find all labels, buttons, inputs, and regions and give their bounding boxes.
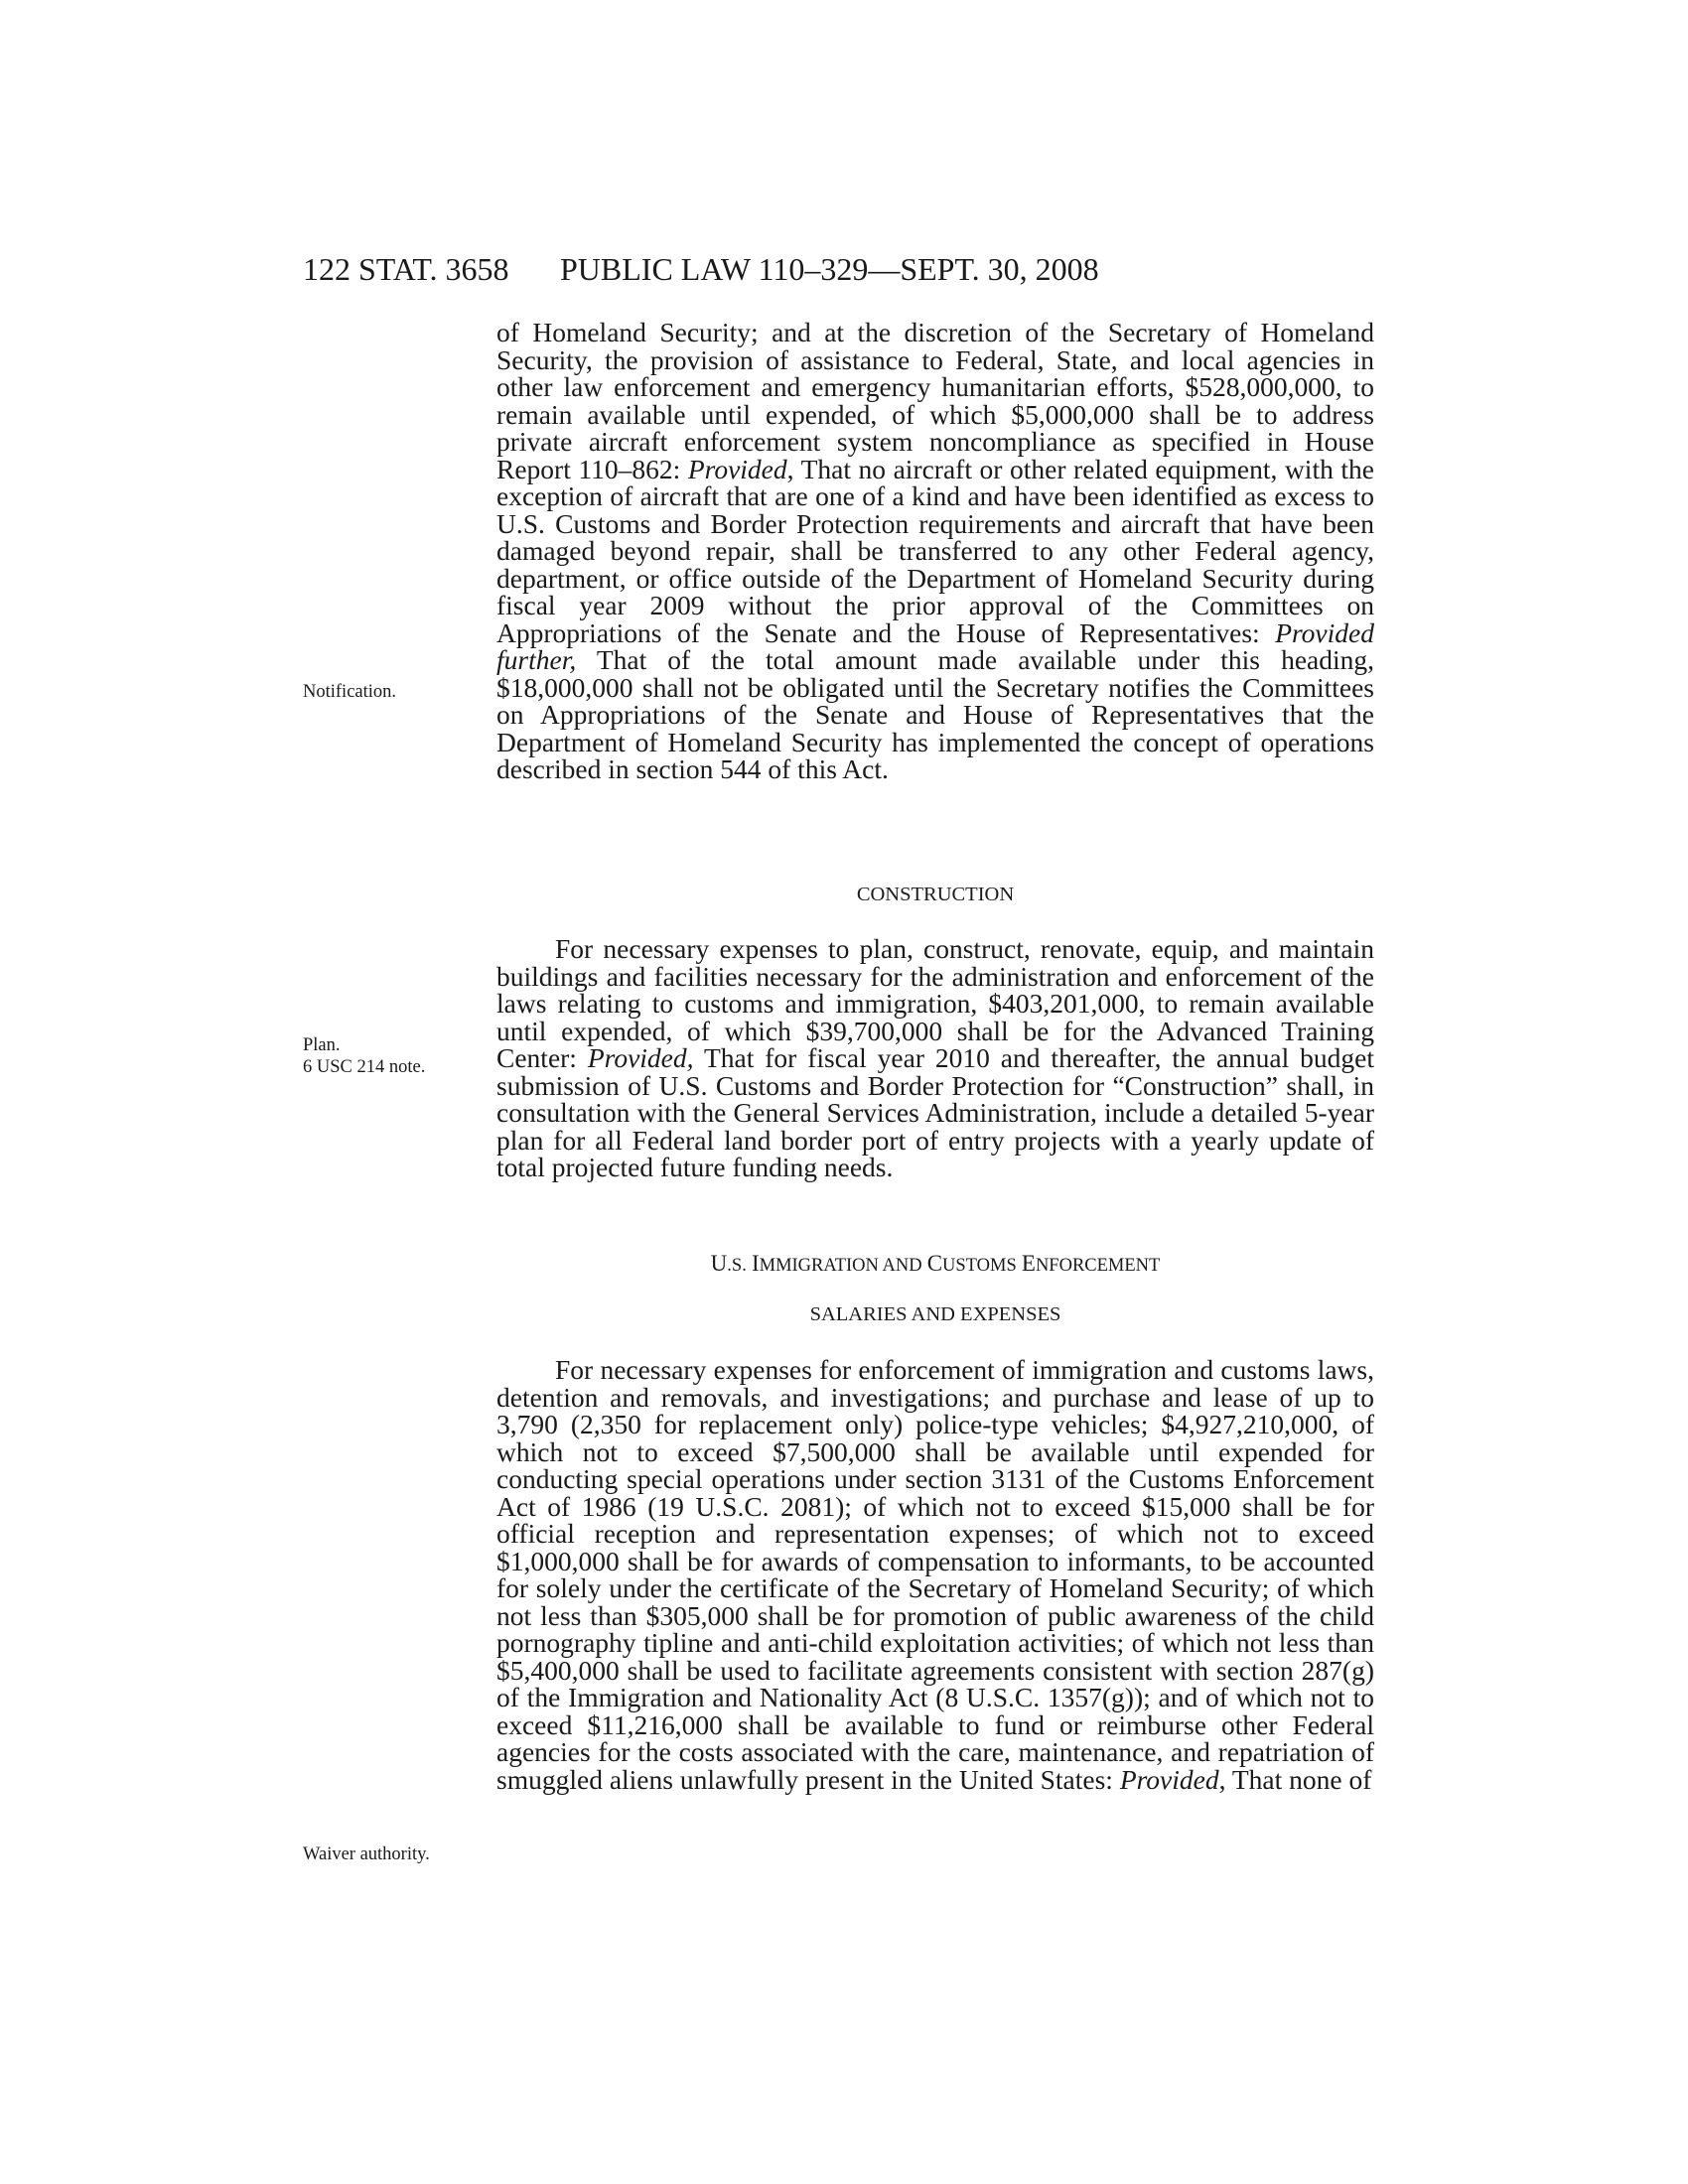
paragraph-text: For necessary expenses for enforcement of immigration and customs laws, detention and removals, and investigations; and purchase and lease of up to 3,790 (2,350 for replacement only) police-type vehicles; $4,927,210,000, of which not to exceed $7,500,000 shall be available until expended for conducting special operations under section 3131 of the Customs Enforcement Act of 1986 (19 U.S.C. 2081); of which not to exceed $15,000 shall be for official reception and representation expenses; of which not to exceed $1,000,000 shall be for awards of compensation to informants, to be accounted for solely under the certificate of the Secretary of Homeland Security; of which not less than $305,000 shall be for promotion of public awareness of the child pornography tipline and anti-child exploitation activities; of which not less than $5,400,000 shall be used to facilitate agreements consistent with section 287(g) of the Immigration and Nationality Act (8 U.S.C. 1357(g)); and of which not to exceed $11,216,000 shall be available to fund or reimburse other Federal agencies for the costs associated with the care, maintenance, and repatriation of smuggled aliens unlawfully present in the United States: Provided, That none of: [496, 1354, 1374, 1795]
paragraph-salaries: [496, 1356, 1374, 1793]
heading-construction: CONSTRUCTION: [856, 884, 1015, 905]
margin-note-usc: 6 USC 214 note.: [303, 1057, 426, 1077]
heading-salaries: SALARIES AND EXPENSES: [809, 1303, 1061, 1325]
paragraph-construction: [496, 935, 1374, 1181]
page-number: 122 STAT. 3658: [303, 251, 509, 287]
page-header: [303, 249, 1375, 289]
margin-note-plan: Plan.: [303, 1035, 341, 1055]
paragraph-text: of Homeland Security; and at the discretion of the Secretary of Homeland Security, the provision of assistance to Federal, State, and local agencies in other law enforcement and emergency humanitarian efforts, $528,000,000, to remain available until expended, of which $5,000,000 shall be to address private aircraft enforcement system noncompliance as specified in House Report 110–862: Provided, That no aircraft or other related equipment, with the exception of aircraft that are one of a kind and have been identified as excess to U.S. Customs and Border Protection requirements and aircraft that have been damaged beyond repair, shall be transferred to any other Federal agency, department, or office outside of the Department of Homeland Security during fiscal year 2009 without the prior approval of the Committees on Appropriations of the Senate and the House of Representatives: Provided further, That of the total amount made available under this heading, $18,000,000 shall not be obligated until the Secretary notifies the Committees on Appropriations of the Senate and House of Representatives that the Department of Homeland Security has implemented the concept of operations described in section 544 of this Act.: [496, 317, 1374, 784]
margin-note-notification: Notification.: [303, 682, 397, 702]
paragraph-text: For necessary expenses to plan, construct, renovate, equip, and maintain buildings and facilities necessary for the administration and enforcement of the laws relating to customs and immigration, $403,201,000, to remain available until expended, of which $39,700,000 shall be for the Advanced Training Center: Provided, That for fiscal year 2010 and thereafter, the annual budget submission of U.S. Customs and Border Protection for “Construction” shall, in consultation with the General Services Administration, include a detailed 5-year plan for all Federal land border port of entry projects with a yearly update of total projected future funding needs.: [496, 933, 1374, 1182]
heading-agency: U.S. IMMIGRATION AND CUSTOMS ENFORCEMENT: [710, 1251, 1161, 1276]
margin-note-waiver: Waiver authority.: [303, 1844, 430, 1864]
law-title: PUBLIC LAW 110–329—SEPT. 30, 2008: [560, 251, 1099, 287]
paragraph-continuation: [496, 319, 1374, 783]
